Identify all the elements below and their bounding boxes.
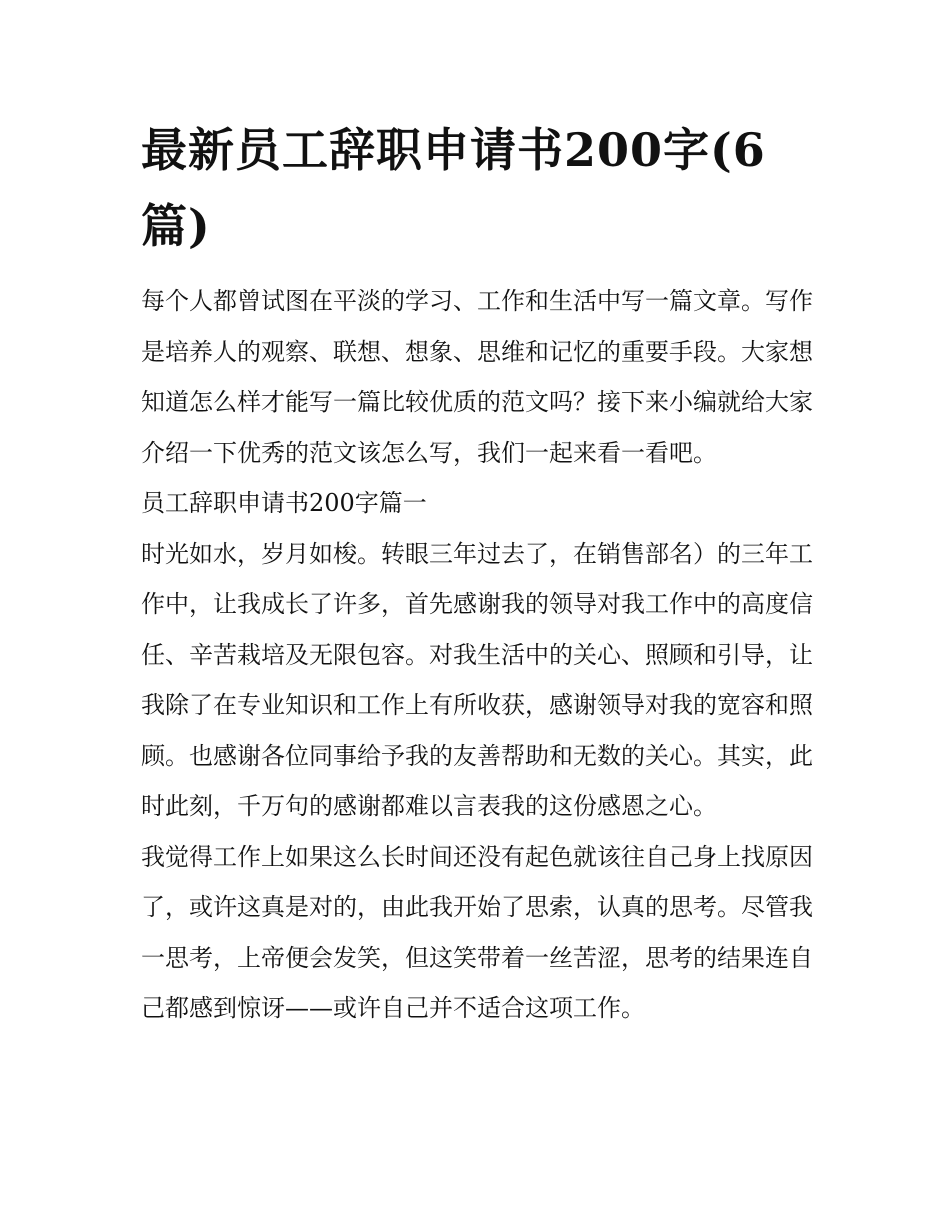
document-title: 最新员工辞职申请书200字(6篇) [141,123,766,253]
intro-paragraph: 每个人都曾试图在平淡的学习、工作和生活中写一篇文章。写作是培养人的观察、联想、想象、思维和记忆的重要手段。大家想知道怎么样才能写一篇比较优质的范文吗？接下来小编就给大家介绍一下优秀的范文该怎么写，我们一起来看一看吧。 [141,287,813,467]
section-heading: 员工辞职申请书200字篇一 [141,489,427,517]
body-paragraph-2: 我觉得工作上如果这么长时间还没有起色就该往自己身上找原因了，或许这真是对的，由此我开始了思索，认真的思考。尽管我一思考，上帝便会发笑，但这笑带着一丝苦涩，思考的结果连自己都感到惊讶——或许自己并不适合这项工作。 [141,842,813,1022]
document-body [141,112,813,1034]
body-paragraph-1: 时光如水，岁月如梭。转眼三年过去了，在销售部名）的三年工作中，让我成长了许多，首先感谢我的领导对我工作中的高度信任、辛苦栽培及无限包容。对我生活中的关心、照顾和引导，让我除了在专业知识和工作上有所收获，感谢领导对我的宽容和照顾。也感谢各位同事给予我的友善帮助和无数的关心。其实，此时此刻，千万句的感谢都难以言表我的这份感恩之心。 [141,539,813,820]
